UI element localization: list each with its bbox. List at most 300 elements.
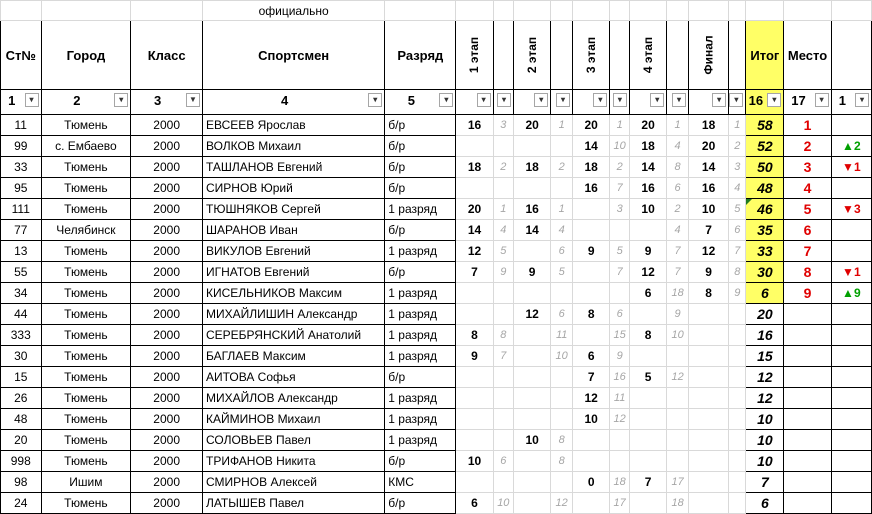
stage-points-cell[interactable] — [573, 283, 610, 304]
place-change-cell[interactable] — [831, 409, 871, 430]
stage-points-cell[interactable] — [629, 304, 666, 325]
stage-points-cell[interactable] — [689, 430, 729, 451]
stage-place-cell[interactable]: 6 — [610, 304, 630, 325]
stage-points-cell[interactable]: 12 — [573, 388, 610, 409]
stage-points-cell[interactable] — [456, 283, 493, 304]
stage-place-cell[interactable]: 11 — [610, 388, 630, 409]
stage-points-cell[interactable] — [689, 409, 729, 430]
place-cell[interactable]: 5 — [784, 199, 831, 220]
stage-points-cell[interactable] — [689, 346, 729, 367]
stage-place-cell[interactable]: 6 — [729, 220, 746, 241]
place-change-cell[interactable] — [831, 178, 871, 199]
stage-place-cell[interactable]: 8 — [493, 325, 513, 346]
stage-place-cell[interactable] — [551, 178, 573, 199]
class-cell[interactable]: 2000 — [131, 388, 203, 409]
class-cell[interactable]: 2000 — [131, 283, 203, 304]
place-cell[interactable]: 6 — [784, 220, 831, 241]
stage-place-cell[interactable]: 2 — [493, 157, 513, 178]
stage-place-cell[interactable]: 10 — [667, 325, 689, 346]
start-number-cell[interactable]: 24 — [1, 493, 42, 514]
stage-points-cell[interactable] — [456, 367, 493, 388]
stage-place-cell[interactable] — [610, 220, 630, 241]
stage-place-cell[interactable] — [729, 493, 746, 514]
class-cell[interactable]: 2000 — [131, 178, 203, 199]
stage-place-cell[interactable]: 2 — [551, 157, 573, 178]
stage-place-cell[interactable] — [729, 346, 746, 367]
rank-cell[interactable]: 1 разряд — [385, 346, 456, 367]
stage-place-cell[interactable] — [493, 304, 513, 325]
class-cell[interactable]: 2000 — [131, 220, 203, 241]
rank-cell[interactable]: б/р — [385, 157, 456, 178]
city-cell[interactable]: Ишим — [41, 472, 131, 493]
stage-place-cell[interactable]: 4 — [729, 178, 746, 199]
start-number-cell[interactable]: 30 — [1, 346, 42, 367]
stage-points-cell[interactable]: 20 — [513, 115, 550, 136]
rank-cell[interactable]: 1 разряд — [385, 388, 456, 409]
city-cell[interactable]: Тюмень — [41, 451, 131, 472]
place-change-cell[interactable] — [831, 388, 871, 409]
city-cell[interactable]: Тюмень — [41, 241, 131, 262]
filter-dropdown-icon[interactable]: ▾ — [477, 93, 491, 107]
stage-place-cell[interactable]: 18 — [667, 493, 689, 514]
stage-place-cell[interactable] — [551, 472, 573, 493]
stage-points-cell[interactable]: 12 — [629, 262, 666, 283]
stage-points-cell[interactable]: 0 — [573, 472, 610, 493]
stage-points-cell[interactable] — [513, 346, 550, 367]
place-cell[interactable] — [784, 472, 831, 493]
stage-points-cell[interactable]: 10 — [513, 430, 550, 451]
place-change-cell[interactable] — [831, 451, 871, 472]
stage-points-cell[interactable]: 6 — [456, 493, 493, 514]
rank-cell[interactable]: 1 разряд — [385, 409, 456, 430]
stage-place-cell[interactable] — [551, 409, 573, 430]
stage-points-cell[interactable]: 14 — [629, 157, 666, 178]
athlete-name-cell[interactable]: СМИРНОВ Алексей — [202, 472, 384, 493]
class-cell[interactable]: 2000 — [131, 346, 203, 367]
stage-place-cell[interactable]: 16 — [610, 367, 630, 388]
stage-place-cell[interactable] — [729, 430, 746, 451]
stage-points-cell[interactable]: 16 — [573, 178, 610, 199]
stage-place-cell[interactable]: 5 — [493, 241, 513, 262]
class-cell[interactable]: 2000 — [131, 304, 203, 325]
stage-points-cell[interactable]: 6 — [629, 283, 666, 304]
place-change-cell[interactable] — [831, 220, 871, 241]
stage-place-cell[interactable]: 5 — [729, 199, 746, 220]
stage-place-cell[interactable] — [667, 451, 689, 472]
place-cell[interactable] — [784, 493, 831, 514]
stage-points-cell[interactable] — [456, 304, 493, 325]
filter-dropdown-icon[interactable]: ▾ — [613, 93, 627, 107]
place-change-cell[interactable] — [831, 430, 871, 451]
stage-place-cell[interactable]: 4 — [493, 220, 513, 241]
stage-points-cell[interactable]: 10 — [573, 409, 610, 430]
start-number-cell[interactable]: 13 — [1, 241, 42, 262]
stage-place-cell[interactable] — [729, 388, 746, 409]
place-cell[interactable]: 2 — [784, 136, 831, 157]
city-cell[interactable]: Челябинск — [41, 220, 131, 241]
start-number-cell[interactable]: 99 — [1, 136, 42, 157]
class-cell[interactable]: 2000 — [131, 409, 203, 430]
rank-cell[interactable]: 1 разряд — [385, 304, 456, 325]
stage-place-cell[interactable] — [729, 451, 746, 472]
stage-points-cell[interactable]: 10 — [689, 199, 729, 220]
stage-points-cell[interactable] — [456, 136, 493, 157]
class-cell[interactable]: 2000 — [131, 241, 203, 262]
place-change-cell[interactable] — [831, 241, 871, 262]
stage-points-cell[interactable]: 16 — [513, 199, 550, 220]
stage-place-cell[interactable]: 6 — [551, 304, 573, 325]
total-cell[interactable]: 46 — [746, 199, 784, 220]
stage-points-cell[interactable]: 20 — [689, 136, 729, 157]
rank-cell[interactable]: б/р — [385, 178, 456, 199]
stage-place-cell[interactable] — [493, 283, 513, 304]
stage-place-cell[interactable]: 7 — [493, 346, 513, 367]
stage-points-cell[interactable] — [573, 220, 610, 241]
stage-place-cell[interactable]: 18 — [667, 283, 689, 304]
stage-place-cell[interactable] — [729, 367, 746, 388]
stage-place-cell[interactable]: 3 — [493, 115, 513, 136]
start-number-cell[interactable]: 98 — [1, 472, 42, 493]
total-cell[interactable]: 52 — [746, 136, 784, 157]
place-change-cell[interactable] — [831, 472, 871, 493]
stage-points-cell[interactable] — [513, 409, 550, 430]
stage-points-cell[interactable] — [573, 199, 610, 220]
stage-place-cell[interactable]: 7 — [667, 241, 689, 262]
stage-points-cell[interactable] — [456, 430, 493, 451]
total-cell[interactable]: 20 — [746, 304, 784, 325]
filter-dropdown-icon[interactable]: ▾ — [712, 93, 726, 107]
class-cell[interactable]: 2000 — [131, 136, 203, 157]
stage-place-cell[interactable]: 10 — [493, 493, 513, 514]
stage-points-cell[interactable] — [456, 388, 493, 409]
place-change-cell[interactable] — [831, 367, 871, 388]
stage-place-cell[interactable] — [493, 430, 513, 451]
stage-points-cell[interactable] — [689, 472, 729, 493]
stage-place-cell[interactable] — [610, 430, 630, 451]
place-cell[interactable] — [784, 451, 831, 472]
stage-place-cell[interactable] — [551, 367, 573, 388]
stage-place-cell[interactable]: 17 — [610, 493, 630, 514]
place-change-cell[interactable] — [831, 115, 871, 136]
filter-dropdown-icon[interactable]: ▾ — [855, 93, 869, 107]
stage-place-cell[interactable] — [493, 367, 513, 388]
stage-place-cell[interactable]: 10 — [551, 346, 573, 367]
athlete-name-cell[interactable]: КАЙМИНОВ Михаил — [202, 409, 384, 430]
stage-points-cell[interactable] — [689, 388, 729, 409]
place-cell[interactable]: 9 — [784, 283, 831, 304]
filter-dropdown-icon[interactable]: ▾ — [815, 93, 829, 107]
total-cell[interactable]: 50 — [746, 157, 784, 178]
stage-points-cell[interactable] — [689, 451, 729, 472]
rank-cell[interactable]: 1 разряд — [385, 199, 456, 220]
filter-dropdown-icon[interactable]: ▾ — [25, 93, 39, 107]
stage-points-cell[interactable]: 18 — [513, 157, 550, 178]
stage-points-cell[interactable] — [689, 493, 729, 514]
start-number-cell[interactable]: 998 — [1, 451, 42, 472]
stage-place-cell[interactable]: 8 — [551, 451, 573, 472]
stage-points-cell[interactable]: 9 — [629, 241, 666, 262]
stage-points-cell[interactable] — [573, 430, 610, 451]
rank-cell[interactable]: б/р — [385, 493, 456, 514]
stage-points-cell[interactable]: 16 — [629, 178, 666, 199]
start-number-cell[interactable]: 33 — [1, 157, 42, 178]
total-cell[interactable]: 12 — [746, 388, 784, 409]
total-cell[interactable]: 12 — [746, 367, 784, 388]
total-cell[interactable]: 10 — [746, 430, 784, 451]
rank-cell[interactable]: б/р — [385, 136, 456, 157]
stage-points-cell[interactable]: 16 — [689, 178, 729, 199]
stage-place-cell[interactable] — [493, 409, 513, 430]
athlete-name-cell[interactable]: ВОЛКОВ Михаил — [202, 136, 384, 157]
stage-points-cell[interactable] — [629, 346, 666, 367]
rank-cell[interactable]: 1 разряд — [385, 325, 456, 346]
place-change-cell[interactable] — [831, 199, 871, 220]
stage-points-cell[interactable] — [689, 325, 729, 346]
stage-points-cell[interactable] — [513, 367, 550, 388]
stage-points-cell[interactable]: 9 — [689, 262, 729, 283]
athlete-name-cell[interactable]: БАГЛАЕВ Максим — [202, 346, 384, 367]
stage-points-cell[interactable]: 10 — [629, 199, 666, 220]
city-cell[interactable]: Тюмень — [41, 346, 131, 367]
stage-points-cell[interactable]: 7 — [629, 472, 666, 493]
stage-points-cell[interactable]: 9 — [456, 346, 493, 367]
start-number-cell[interactable]: 48 — [1, 409, 42, 430]
stage-points-cell[interactable] — [513, 472, 550, 493]
stage-place-cell[interactable] — [667, 388, 689, 409]
stage-place-cell[interactable]: 8 — [729, 262, 746, 283]
filter-dropdown-icon[interactable]: ▾ — [556, 93, 570, 107]
stage-points-cell[interactable]: 7 — [689, 220, 729, 241]
stage-place-cell[interactable]: 6 — [667, 178, 689, 199]
total-cell[interactable]: 33 — [746, 241, 784, 262]
place-change-cell[interactable] — [831, 346, 871, 367]
stage-points-cell[interactable]: 20 — [629, 115, 666, 136]
stage-place-cell[interactable]: 11 — [551, 325, 573, 346]
class-cell[interactable]: 2000 — [131, 115, 203, 136]
rank-cell[interactable]: б/р — [385, 220, 456, 241]
place-cell[interactable] — [784, 409, 831, 430]
stage-place-cell[interactable]: 18 — [610, 472, 630, 493]
stage-place-cell[interactable]: 12 — [667, 367, 689, 388]
stage-place-cell[interactable] — [729, 304, 746, 325]
filter-dropdown-icon[interactable]: ▼ — [186, 93, 200, 107]
stage-points-cell[interactable] — [629, 451, 666, 472]
athlete-name-cell[interactable]: ЕВСЕЕВ Ярослав — [202, 115, 384, 136]
total-cell[interactable]: 48 — [746, 178, 784, 199]
total-cell[interactable]: 16 — [746, 325, 784, 346]
stage-place-cell[interactable]: 6 — [551, 241, 573, 262]
place-cell[interactable] — [784, 304, 831, 325]
stage-place-cell[interactable]: 9 — [667, 304, 689, 325]
stage-place-cell[interactable]: 3 — [610, 199, 630, 220]
stage-place-cell[interactable]: 1 — [667, 115, 689, 136]
rank-cell[interactable]: 1 разряд — [385, 283, 456, 304]
city-cell[interactable]: Тюмень — [41, 409, 131, 430]
start-number-cell[interactable]: 77 — [1, 220, 42, 241]
start-number-cell[interactable]: 20 — [1, 430, 42, 451]
stage-place-cell[interactable]: 15 — [610, 325, 630, 346]
start-number-cell[interactable]: 55 — [1, 262, 42, 283]
total-cell[interactable]: 10 — [746, 451, 784, 472]
city-cell[interactable]: Тюмень — [41, 262, 131, 283]
athlete-name-cell[interactable]: КИСЕЛЬНИКОВ Максим — [202, 283, 384, 304]
stage-points-cell[interactable] — [629, 409, 666, 430]
stage-place-cell[interactable] — [493, 136, 513, 157]
city-cell[interactable]: Тюмень — [41, 178, 131, 199]
stage-place-cell[interactable] — [667, 346, 689, 367]
stage-place-cell[interactable]: 4 — [667, 220, 689, 241]
rank-cell[interactable]: б/р — [385, 262, 456, 283]
stage-place-cell[interactable]: 4 — [551, 220, 573, 241]
stage-points-cell[interactable]: 8 — [573, 304, 610, 325]
class-cell[interactable]: 2000 — [131, 199, 203, 220]
filter-dropdown-icon[interactable]: ▾ — [497, 93, 511, 107]
stage-points-cell[interactable]: 18 — [629, 136, 666, 157]
stage-points-cell[interactable] — [513, 451, 550, 472]
stage-points-cell[interactable]: 5 — [629, 367, 666, 388]
filter-dropdown-icon[interactable]: ▾ — [114, 93, 128, 107]
start-number-cell[interactable]: 44 — [1, 304, 42, 325]
stage-place-cell[interactable]: 3 — [729, 157, 746, 178]
place-cell[interactable]: 7 — [784, 241, 831, 262]
filter-dropdown-icon[interactable]: ▾ — [534, 93, 548, 107]
city-cell[interactable]: Тюмень — [41, 115, 131, 136]
stage-points-cell[interactable]: 8 — [689, 283, 729, 304]
stage-place-cell[interactable]: 5 — [610, 241, 630, 262]
city-cell[interactable]: Тюмень — [41, 430, 131, 451]
total-cell[interactable]: 30 — [746, 262, 784, 283]
stage-points-cell[interactable] — [513, 388, 550, 409]
stage-points-cell[interactable] — [513, 283, 550, 304]
athlete-name-cell[interactable]: МИХАЙЛИШИН Александр — [202, 304, 384, 325]
stage-place-cell[interactable]: 2 — [667, 199, 689, 220]
stage-place-cell[interactable] — [729, 472, 746, 493]
rank-cell[interactable]: б/р — [385, 367, 456, 388]
rank-cell[interactable]: б/р — [385, 451, 456, 472]
athlete-name-cell[interactable]: ТЮШНЯКОВ Сергей — [202, 199, 384, 220]
stage-points-cell[interactable] — [513, 493, 550, 514]
filter-dropdown-icon[interactable]: ▾ — [593, 93, 607, 107]
athlete-name-cell[interactable]: МИХАЙЛОВ Александр — [202, 388, 384, 409]
stage-points-cell[interactable]: 9 — [513, 262, 550, 283]
stage-points-cell[interactable] — [573, 493, 610, 514]
start-number-cell[interactable]: 34 — [1, 283, 42, 304]
stage-points-cell[interactable]: 14 — [689, 157, 729, 178]
athlete-name-cell[interactable]: ТАШЛАНОВ Евгений — [202, 157, 384, 178]
stage-points-cell[interactable] — [573, 451, 610, 472]
filter-dropdown-icon[interactable]: ▾ — [650, 93, 664, 107]
start-number-cell[interactable]: 111 — [1, 199, 42, 220]
stage-points-cell[interactable] — [513, 241, 550, 262]
stage-points-cell[interactable]: 20 — [573, 115, 610, 136]
stage-points-cell[interactable]: 12 — [456, 241, 493, 262]
city-cell[interactable]: Тюмень — [41, 157, 131, 178]
place-change-cell[interactable] — [831, 262, 871, 283]
stage-points-cell[interactable] — [629, 388, 666, 409]
filter-dropdown-icon[interactable]: ▾ — [368, 93, 382, 107]
place-change-cell[interactable] — [831, 283, 871, 304]
stage-points-cell[interactable] — [629, 430, 666, 451]
stage-points-cell[interactable]: 14 — [456, 220, 493, 241]
stage-points-cell[interactable]: 10 — [456, 451, 493, 472]
place-cell[interactable]: 8 — [784, 262, 831, 283]
stage-points-cell[interactable]: 14 — [513, 220, 550, 241]
stage-points-cell[interactable] — [573, 262, 610, 283]
city-cell[interactable]: с. Ембаево — [41, 136, 131, 157]
stage-points-cell[interactable] — [456, 409, 493, 430]
city-cell[interactable]: Тюмень — [41, 388, 131, 409]
rank-cell[interactable]: 1 разряд — [385, 430, 456, 451]
place-cell[interactable]: 1 — [784, 115, 831, 136]
class-cell[interactable]: 2000 — [131, 325, 203, 346]
stage-place-cell[interactable]: 5 — [551, 262, 573, 283]
place-change-cell[interactable] — [831, 325, 871, 346]
start-number-cell[interactable]: 26 — [1, 388, 42, 409]
filter-dropdown-icon[interactable]: ▾ — [767, 93, 781, 107]
city-cell[interactable]: Тюмень — [41, 493, 131, 514]
stage-place-cell[interactable] — [493, 178, 513, 199]
stage-points-cell[interactable] — [456, 178, 493, 199]
stage-points-cell[interactable]: 14 — [573, 136, 610, 157]
place-change-cell[interactable] — [831, 136, 871, 157]
class-cell[interactable]: 2000 — [131, 493, 203, 514]
place-cell[interactable] — [784, 346, 831, 367]
stage-place-cell[interactable]: 7 — [610, 262, 630, 283]
stage-points-cell[interactable]: 8 — [629, 325, 666, 346]
place-cell[interactable]: 3 — [784, 157, 831, 178]
stage-place-cell[interactable]: 17 — [667, 472, 689, 493]
athlete-name-cell[interactable]: ЛАТЫШЕВ Павел — [202, 493, 384, 514]
stage-points-cell[interactable] — [573, 325, 610, 346]
athlete-name-cell[interactable]: ШАРАНОВ Иван — [202, 220, 384, 241]
athlete-name-cell[interactable]: ИГНАТОВ Евгений — [202, 262, 384, 283]
place-cell[interactable] — [784, 430, 831, 451]
filter-dropdown-icon[interactable]: ▾ — [672, 93, 686, 107]
rank-cell[interactable]: б/р — [385, 115, 456, 136]
place-change-cell[interactable] — [831, 157, 871, 178]
place-change-cell[interactable] — [831, 493, 871, 514]
stage-points-cell[interactable] — [689, 367, 729, 388]
class-cell[interactable]: 2000 — [131, 157, 203, 178]
start-number-cell[interactable]: 15 — [1, 367, 42, 388]
stage-place-cell[interactable]: 9 — [493, 262, 513, 283]
filter-dropdown-icon[interactable]: ▾ — [439, 93, 453, 107]
total-cell[interactable]: 6 — [746, 283, 784, 304]
athlete-name-cell[interactable]: ТРИФАНОВ Никита — [202, 451, 384, 472]
stage-points-cell[interactable]: 16 — [456, 115, 493, 136]
athlete-name-cell[interactable]: АИТОВА Софья — [202, 367, 384, 388]
city-cell[interactable]: Тюмень — [41, 283, 131, 304]
stage-place-cell[interactable] — [610, 451, 630, 472]
class-cell[interactable]: 2000 — [131, 451, 203, 472]
stage-place-cell[interactable]: 9 — [729, 283, 746, 304]
stage-place-cell[interactable]: 7 — [667, 262, 689, 283]
stage-place-cell[interactable]: 8 — [667, 157, 689, 178]
stage-points-cell[interactable]: 18 — [573, 157, 610, 178]
stage-place-cell[interactable]: 2 — [729, 136, 746, 157]
stage-points-cell[interactable] — [513, 136, 550, 157]
stage-place-cell[interactable]: 1 — [493, 199, 513, 220]
athlete-name-cell[interactable]: СОЛОВЬЕВ Павел — [202, 430, 384, 451]
stage-place-cell[interactable] — [551, 388, 573, 409]
start-number-cell[interactable]: 95 — [1, 178, 42, 199]
stage-place-cell[interactable]: 1 — [551, 199, 573, 220]
city-cell[interactable]: Тюмень — [41, 367, 131, 388]
stage-place-cell[interactable]: 2 — [610, 157, 630, 178]
stage-points-cell[interactable]: 9 — [573, 241, 610, 262]
stage-place-cell[interactable] — [667, 430, 689, 451]
stage-place-cell[interactable]: 7 — [729, 241, 746, 262]
